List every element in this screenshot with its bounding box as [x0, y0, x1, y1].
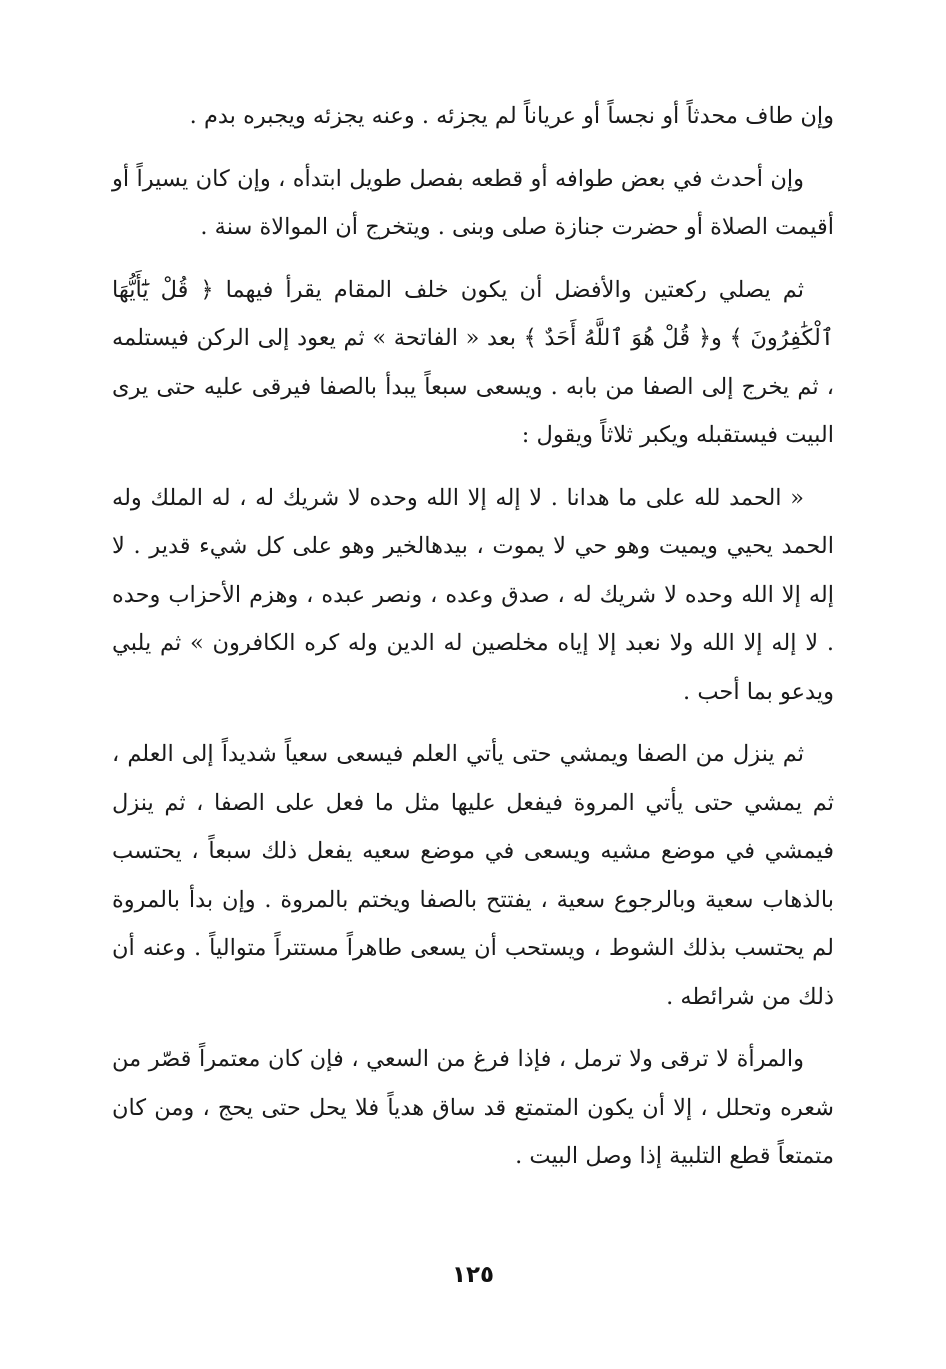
paragraph-safa-supplication: « الحمد لله على ما هدانا . لا إله إلا الله وحده لا شريك له ، له الملك وله الحمد يحيي ويميت وهو حي لا يموت ، بيدهالخير وهو على كل شيء قدير . لا إله إلا الله وحده لا شريك له ، صدق وعده ، ونصر عبده ، وهزم الأحزاب وحده . لا إله إلا الله ولا نعبد إلا إياه مخلصين له الدين وله كره الكافرون » ثم يلبي ويدعو بما أحب .: [112, 484, 834, 705]
paragraph-women-and-tahallul: والمرأة لا ترقى ولا ترمل ، فإذا فرغ من السعي ، فإن كان معتمراً قصّر من شعره وتحلل ، إلا أن يكون المتمتع قد ساق هدياً فلا يحل حتى يحج ، ومن كان متمتعاً قطع التلبية إذا وصل البيت .: [112, 1046, 834, 1169]
paragraph-tawaf-interruption: وإن أحدث في بعض طوافه أو قطعه بفصل طويل ابتدأه ، وإن كان يسيراً أو أقيمت الصلاة أو حضرت جنازة صلى وبنى . ويتخرج أن الموالاة سنة .: [112, 165, 834, 240]
paragraph-sai-description: ثم ينزل من الصفا ويمشي حتى يأتي العلم فيسعى سعياً شديداً إلى العلم ، ثم يمشي حتى يأتي المروة فيفعل عليها مثل ما فعل على الصفا ، ثم ينزل فيمشي في موضع مشيه ويسعى في موضع سعيه يفعل ذلك سبعاً ، يحتسب بالذهاب سعية وبالرجوع سعية ، يفتتح بالصفا ويختم بالمروة . وإن بدأ بالمروة لم يحتسب بذلك الشوط ، ويستحب أن يسعى طاهراً مستتراً متوالياً . وعنه أن ذلك من شرائطه .: [112, 741, 834, 1010]
page-body-text: [112, 92, 834, 1195]
paragraph-tawaf-conditions: وإن طاف محدثاً أو نجساً أو عرياناً لم يجزئه . وعنه يجزئه ويجبره بدم .: [189, 103, 834, 129]
paragraph-two-rakahs: ثم يصلي ركعتين والأفضل أن يكون خلف المقام يقرأ فيهما ﴿ قُلْ يَٰٓأَيُّهَا ٱلْكَٰفِرُونَ ﴾ و﴿ قُلْ هُوَ ٱللَّهُ أَحَدٌ ﴾ بعد « الفاتحة » ثم يعود إلى الركن فيستلمه ، ثم يخرج إلى الصفا من بابه . ويسعى سبعاً يبدأ بالصفا فيرقى عليه حتى يرى البيت فيستقبله ويكبر ثلاثاً ويقول :: [112, 276, 834, 448]
page-number: ١٢٥: [451, 1262, 495, 1288]
